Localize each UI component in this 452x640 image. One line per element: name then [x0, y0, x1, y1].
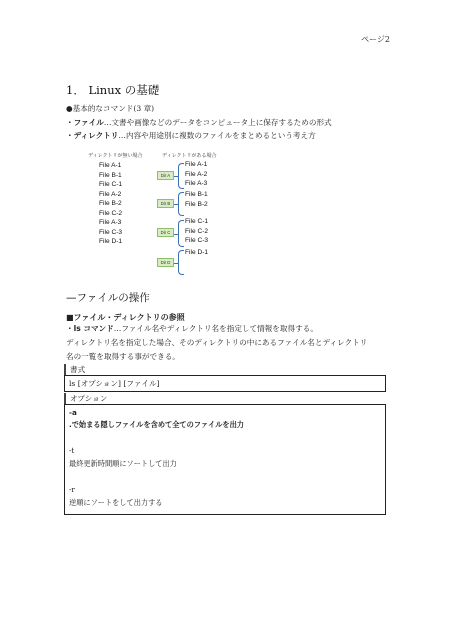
list-item: File C-2: [99, 209, 123, 217]
list-item: File C-3: [99, 228, 123, 236]
option-desc: 最終更新時間順にソートして出力: [69, 459, 177, 468]
list-item: File A-3: [185, 180, 208, 187]
dir-b-files: [185, 190, 208, 209]
option-flag: -r: [69, 485, 75, 494]
subsection-title: ■ファイル・ディレクトリの参照: [66, 313, 185, 322]
dir-a-folder: Dir A: [157, 171, 174, 180]
option-flag: -t: [69, 446, 75, 455]
section-title: 1． Linux の基礎: [66, 83, 160, 97]
list-item: File A-3: [99, 219, 122, 226]
intro-heading: ●基本的なコマンド(3 章): [66, 104, 155, 113]
ls-line3: 名の一覧を取得する事ができる。: [66, 352, 180, 361]
section2-title: —ファイルの操作: [66, 292, 150, 304]
list-item: File A-2: [99, 190, 122, 198]
dir-d-folder: Dir D: [157, 258, 174, 267]
brace-icon: [178, 163, 184, 189]
list-item: File C-2: [185, 227, 209, 235]
option-flag: -a: [69, 408, 77, 417]
bullet-term: ・ディレクトリ: [66, 131, 119, 140]
option-desc: 逆順にソートをして出力する: [69, 498, 163, 507]
bullet-desc: …文書や画像などのデータをコンピュータ上に保存するための形式: [103, 118, 332, 127]
dir-d-files: [185, 248, 208, 258]
list-item: File C-1: [185, 218, 209, 225]
list-item: File B-2: [99, 200, 122, 207]
list-item: File A-1: [99, 162, 122, 169]
format-value: ls [オプション] [ファイル]: [69, 379, 160, 388]
diagram-right-header: ディレクトリがある場合: [162, 153, 217, 159]
option-desc: .で始まる隠しファイルを含めて全てのファイルを出力: [69, 420, 244, 429]
options-label: オプション: [64, 393, 107, 404]
ls-desc: …ファイル名やディレクトリ名を指定して情報を取得する。: [113, 324, 318, 333]
brace-icon: [178, 250, 184, 275]
list-item: File C-3: [185, 237, 209, 244]
list-item: File C-1: [99, 181, 123, 188]
left-file-list: [99, 161, 122, 247]
list-item: File D-1: [185, 249, 209, 256]
dir-a-files: [185, 160, 207, 189]
ls-description: [66, 323, 367, 363]
bullet-desc: …内容や用途別に複数のファイルをまとめるという考え方: [118, 131, 316, 140]
list-item: File B-1: [185, 191, 208, 198]
dir-b-folder: Dir B: [157, 199, 174, 208]
diagram-left-header: ディレクトリが無い場合: [88, 153, 143, 159]
list-item: File A-2: [185, 170, 208, 178]
list-item: File D-1: [99, 238, 123, 245]
bullet-term: ・ファイル: [66, 118, 104, 127]
brace-icon: [178, 192, 184, 216]
list-item: File A-1: [185, 161, 208, 168]
list-item: File B-1: [99, 171, 122, 179]
directory-diagram: [0, 0, 452, 280]
format-label: 書式: [64, 364, 85, 375]
dir-c-folder: Dir C: [157, 228, 174, 237]
format-box: [64, 375, 386, 392]
brace-icon: [178, 220, 184, 247]
options-box: [64, 404, 386, 515]
list-item: File B-2: [185, 200, 208, 208]
page-number: ページ2: [361, 35, 390, 44]
dir-c-files: [185, 217, 208, 246]
ls-term: ・ls コマンド: [66, 324, 114, 333]
ls-line2: ディレクトリ名を指定した場合、そのディレクトリの中にあるファイル名とディレクトリ: [66, 338, 368, 347]
ls-line1: [66, 323, 367, 335]
